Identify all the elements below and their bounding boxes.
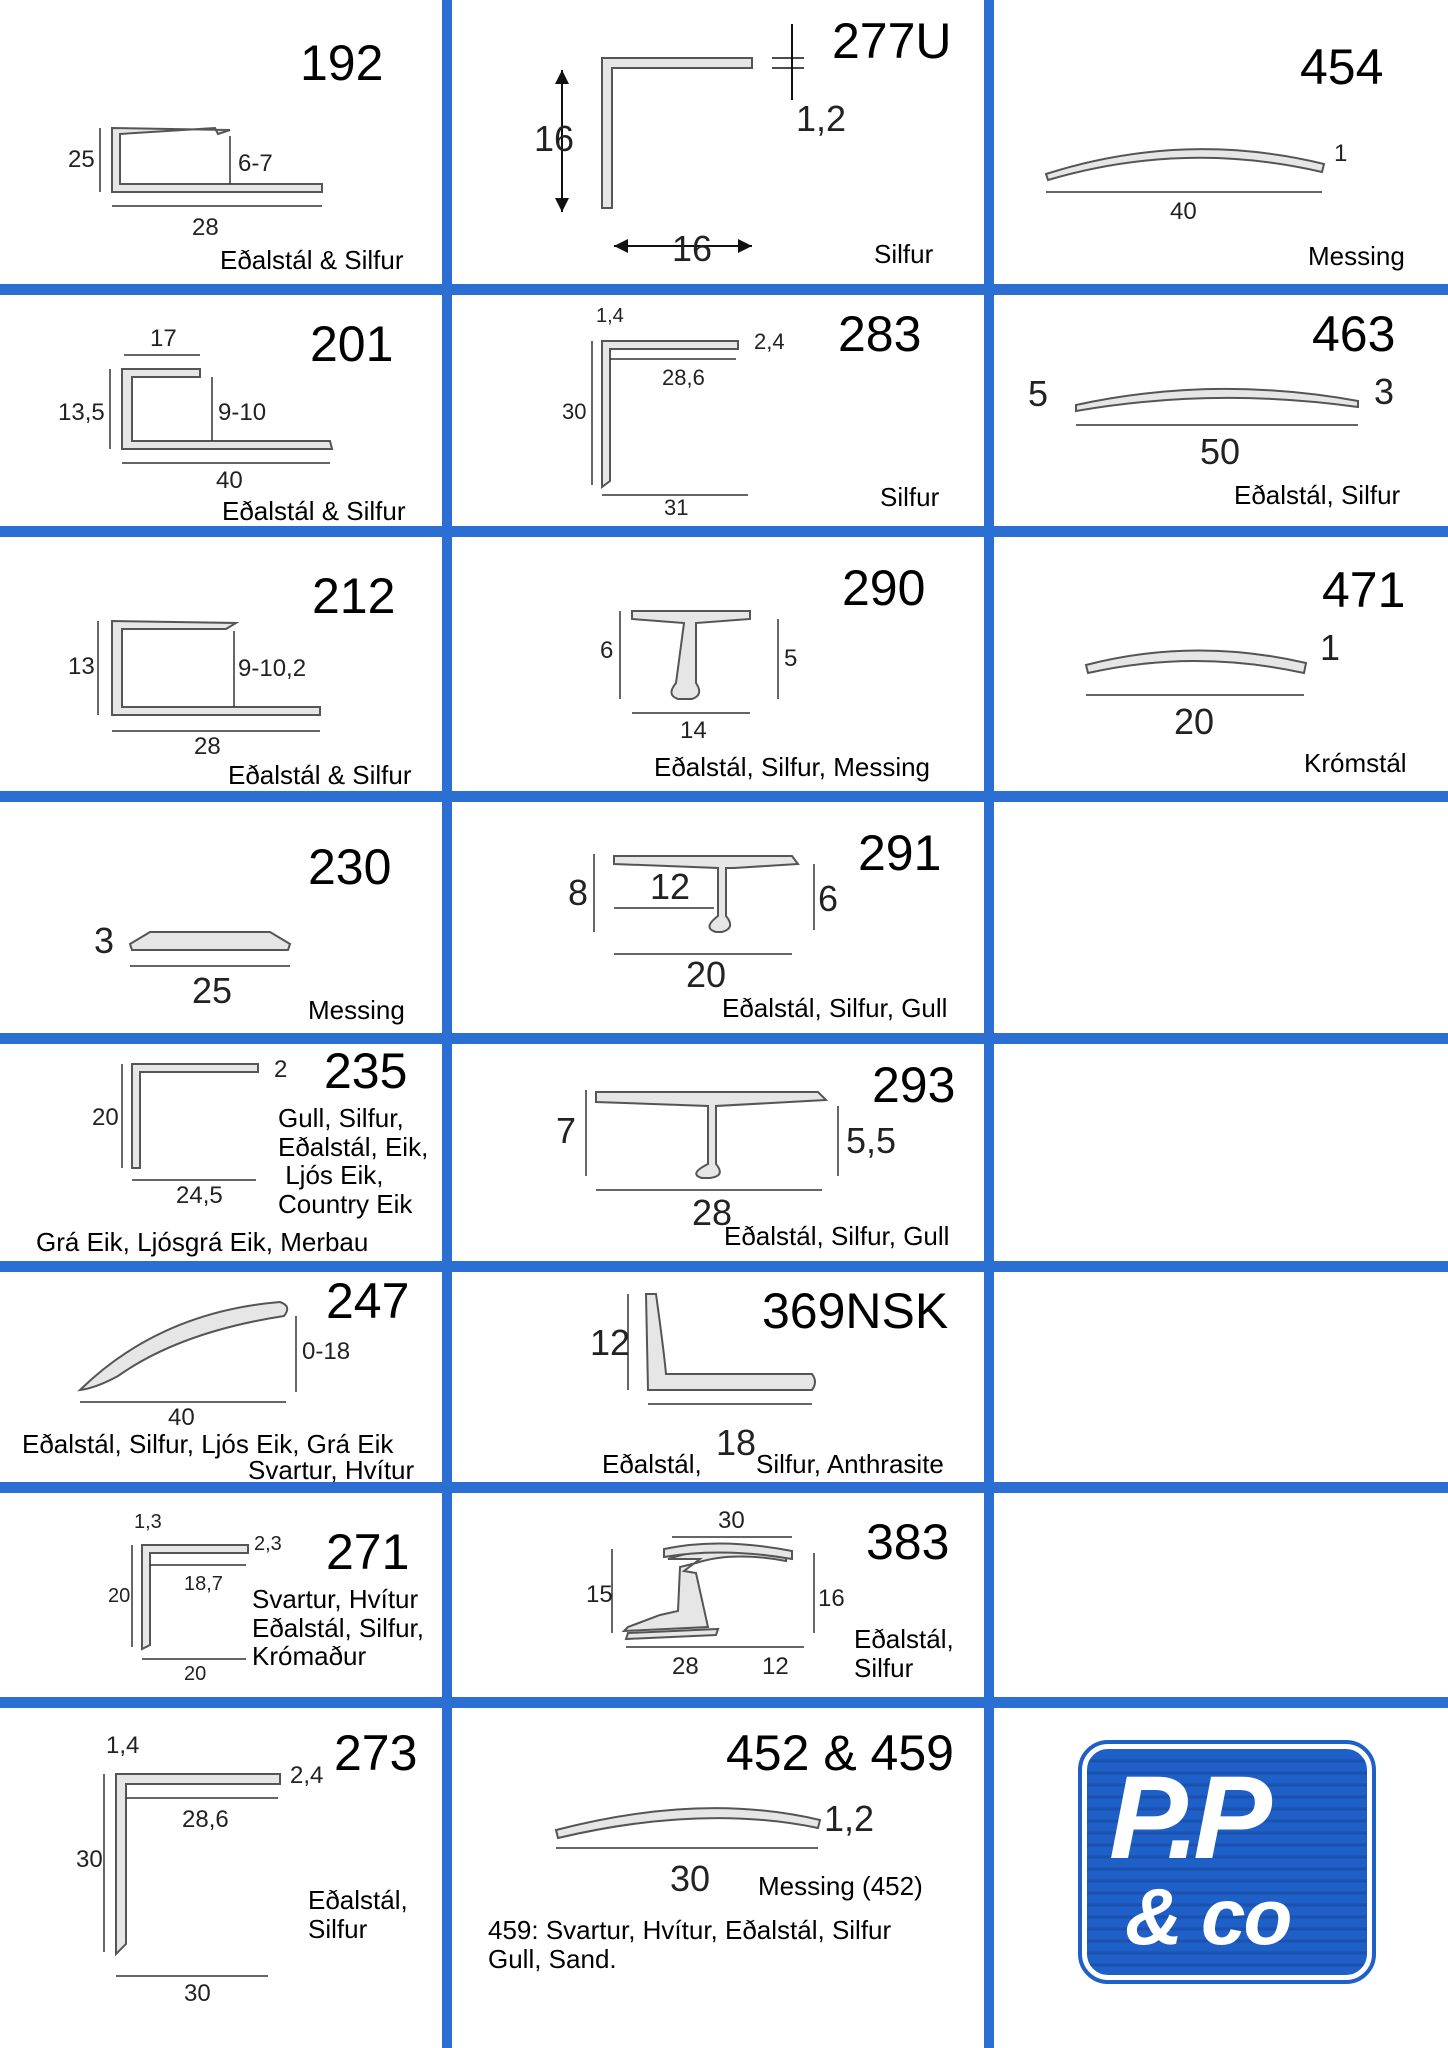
profile-code: 277U [832, 13, 952, 69]
dimension-label: 5 [784, 645, 798, 672]
profile-material: Silfur [880, 482, 940, 512]
dimension-label: 28 [672, 1653, 699, 1680]
profile-material: Messing (452) [758, 1871, 923, 1901]
profile-273 [0, 1708, 442, 2048]
profile-code: 293 [872, 1057, 956, 1113]
dimension-label: 15 [586, 1581, 613, 1608]
empty-cell [994, 1044, 1448, 1261]
profile-235 [0, 1044, 442, 1261]
dimension-label: 1 [1334, 140, 1348, 167]
profile-code: 471 [1322, 562, 1406, 618]
dimension-label: 40 [216, 467, 243, 494]
dimension-label: 12 [590, 1322, 631, 1363]
dimension-label: 28 [692, 1192, 733, 1233]
profile-283 [452, 295, 984, 526]
dimension-label: 20 [686, 954, 727, 995]
dimension-label: 20 [1174, 701, 1215, 742]
dimension-label: 20 [184, 1663, 207, 1685]
profile-code: 201 [310, 316, 394, 372]
dimension-label: 5 [1028, 373, 1049, 414]
profile-code: 383 [866, 1514, 950, 1570]
grid-divider-horizontal [0, 1033, 1448, 1044]
profile-247 [0, 1272, 442, 1485]
profile-277u [452, 0, 984, 284]
profile-material: Krómstál [1304, 748, 1407, 778]
grid-divider-horizontal [0, 526, 1448, 537]
dimension-label: 0-18 [302, 1338, 351, 1365]
dimension-label: 28,6 [182, 1806, 229, 1833]
grid-divider-horizontal [0, 1697, 1448, 1708]
profile-271 [0, 1493, 442, 1697]
dimension-label: 3 [1374, 371, 1395, 412]
profile-code: 230 [308, 839, 392, 895]
dimension-label: 3 [94, 920, 115, 961]
empty-cell [994, 1272, 1448, 1482]
dimension-label: 6 [600, 637, 614, 664]
dimension-label: 20 [92, 1104, 119, 1131]
dimension-label: 6 [818, 878, 839, 919]
profile-code: 192 [300, 35, 384, 91]
grid-divider-horizontal [0, 791, 1448, 802]
profile-material: Gull, Silfur, Eðalstál, Eik, Ljós Eik, Country Eik [278, 1103, 429, 1219]
profile-code: 212 [312, 568, 396, 624]
dimension-label: 12 [650, 866, 691, 907]
profile-material: Messing [308, 995, 405, 1025]
profile-454 [994, 0, 1448, 284]
dimension-label: 30 [670, 1858, 711, 1899]
profile-material: Eðalstál, Silfur, Ljós Eik, Grá Eik [22, 1429, 394, 1459]
profile-230 [0, 802, 442, 1033]
profile-192 [0, 0, 442, 284]
dimension-label: 13 [68, 653, 95, 680]
profile-material: Eðalstál, Silfur, Messing [654, 752, 931, 782]
profile-material: Silfur [874, 239, 934, 269]
dimension-label: 50 [1200, 431, 1241, 472]
logo-text-pp: P.P [1109, 1752, 1266, 1884]
profile-material: Svartur, Hvítur Eðalstál, Silfur, Krómaður [252, 1584, 424, 1672]
dimension-label: 9-10,2 [238, 655, 307, 682]
dimension-label: 30 [562, 399, 587, 424]
profile-383 [452, 1493, 984, 1697]
profile-291 [452, 802, 984, 1033]
profile-code: 273 [334, 1725, 418, 1781]
dimension-label: 1,2 [796, 98, 847, 139]
profile-369nsk [452, 1272, 984, 1482]
dimension-label: 16 [818, 1585, 845, 1612]
dimension-label: 30 [184, 1980, 211, 2007]
profile-293 [452, 1044, 984, 1261]
dimension-label: 2,3 [254, 1533, 282, 1555]
profile-material: Eðalstál & Silfur [222, 496, 406, 526]
profile-code: 290 [842, 560, 926, 616]
profile-material: Messing [1308, 241, 1405, 271]
profile-code: 454 [1300, 39, 1384, 95]
profile-material: Eðalstál, [602, 1449, 702, 1479]
dimension-label: 14 [680, 717, 707, 744]
profile-452-459 [452, 1708, 984, 2048]
dimension-label: 5,5 [846, 1120, 897, 1161]
dimension-label: 31 [664, 495, 689, 520]
dimension-label: 12 [762, 1653, 789, 1680]
profile-code: 271 [326, 1524, 410, 1580]
empty-cell [994, 1493, 1448, 1697]
dimension-label: 1,4 [106, 1732, 140, 1759]
logo-cell [994, 1708, 1448, 2048]
profile-code: 235 [324, 1043, 408, 1099]
profile-material: Eðalstál & Silfur [228, 760, 412, 790]
profile-material: Eðalstál, Silfur [854, 1624, 954, 1683]
dimension-label: 8 [568, 872, 589, 913]
dimension-label: 25 [192, 970, 233, 1011]
dimension-label: 24,5 [176, 1182, 223, 1209]
profile-code: 291 [858, 825, 942, 881]
profile-material: Eðalstál, Silfur, Gull [724, 1221, 950, 1251]
dimension-label: 7 [556, 1110, 577, 1151]
dimension-label: 20 [108, 1585, 131, 1607]
dimension-label: 40 [1170, 198, 1197, 225]
profile-code: 283 [838, 306, 922, 362]
profile-material: Eðalstál & Silfur [220, 245, 404, 275]
profile-code: 247 [326, 1273, 410, 1329]
grid-divider-horizontal [0, 1261, 1448, 1272]
profile-material-secondary: Silfur, Anthrasite [756, 1449, 944, 1479]
profile-material-secondary: Grá Eik, Ljósgrá Eik, Merbau [36, 1227, 369, 1257]
dimension-label: 13,5 [58, 399, 105, 426]
profile-code: 463 [1312, 306, 1396, 362]
profile-463 [994, 295, 1448, 526]
dimension-label: 1,4 [596, 305, 624, 327]
dimension-label: 30 [718, 1507, 745, 1534]
grid-divider-horizontal [0, 1482, 1448, 1493]
profile-material: Eðalstál, Silfur, Gull [722, 993, 948, 1023]
dimension-label: 25 [68, 146, 95, 173]
profile-471 [994, 537, 1448, 791]
dimension-label: 2,4 [754, 329, 785, 354]
profile-code: 369NSK [762, 1283, 949, 1339]
profile-290 [452, 537, 984, 791]
dimension-label: 2,4 [290, 1762, 324, 1789]
dimension-label: 16 [534, 118, 575, 159]
dimension-label: 17 [150, 325, 177, 352]
dimension-label: 9-10 [218, 399, 267, 426]
company-logo [1082, 1744, 1372, 1980]
empty-cell [994, 802, 1448, 1033]
dimension-label: 28 [194, 733, 221, 760]
dimension-label: 28,6 [662, 365, 705, 390]
grid-divider-vertical [442, 0, 452, 2048]
dimension-label: 6-7 [238, 150, 273, 177]
dimension-label: 1 [1320, 627, 1341, 668]
dimension-label: 1,2 [824, 1798, 875, 1839]
grid-divider-vertical [984, 0, 994, 2048]
dimension-label: 18 [716, 1422, 757, 1463]
dimension-label: 16 [672, 228, 713, 269]
profile-212 [0, 537, 442, 791]
profile-201 [0, 295, 442, 526]
dimension-label: 18,7 [184, 1573, 223, 1595]
dimension-label: 40 [168, 1404, 195, 1431]
dimension-label: 1,3 [134, 1511, 162, 1533]
profile-material: Eðalstál, Silfur [308, 1885, 408, 1944]
profile-material: Eðalstál, Silfur [1234, 480, 1401, 510]
dimension-label: 2 [274, 1056, 288, 1083]
profile-code: 452 & 459 [726, 1725, 954, 1781]
logo-text-co: & co [1125, 1872, 1291, 1961]
grid-divider-horizontal [0, 284, 1448, 295]
dimension-label: 28 [192, 214, 219, 241]
profile-material-secondary: Svartur, Hvítur [248, 1455, 415, 1485]
profile-material-secondary: 459: Svartur, Hvítur, Eðalstál, Silfur Gull, Sand. [488, 1915, 892, 1974]
dimension-label: 30 [76, 1846, 103, 1873]
